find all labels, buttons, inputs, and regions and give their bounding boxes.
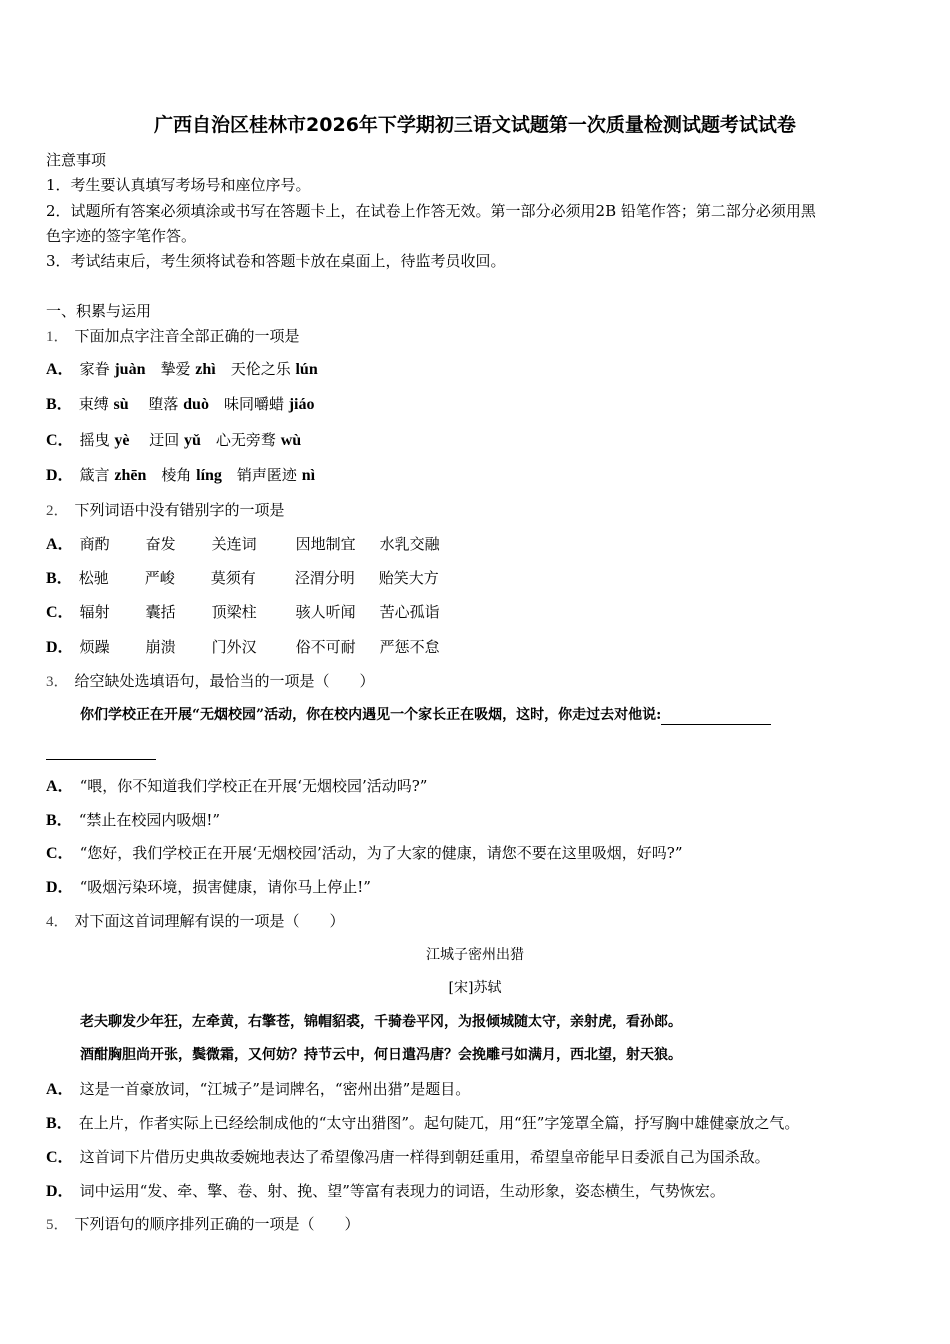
pinyin: jiáo	[288, 396, 315, 413]
word: 味同嚼蜡	[208, 395, 289, 413]
option[interactable]	[46, 465, 315, 486]
option-label: B．	[46, 1115, 73, 1132]
word: 泾渭分明	[294, 569, 355, 587]
word: 奋发	[145, 535, 176, 553]
option-text: 在上片，作者实际上已经绘制成他的“太守出猎图”。起句陡兀，用“狂”字笼罩全篇，抒写胸中雄健豪放之气。	[78, 1114, 800, 1132]
word: 棱角	[146, 466, 197, 484]
option-label: B．	[46, 812, 73, 829]
word: 严惩不怠	[379, 638, 440, 656]
option-text: 这是一首豪放词，“江城子”是词牌名，“密州出猎”是题目。	[79, 1080, 471, 1098]
notice-item: 色字迹的签字笔作答。	[46, 227, 197, 245]
word: 贻笑大方	[378, 569, 439, 587]
option-text: “禁止在校园内吸烟!”	[78, 811, 221, 829]
answer-blank	[661, 724, 771, 725]
option-label: A．	[46, 361, 74, 378]
word: 束缚	[78, 395, 114, 413]
notice-item: 1．考生要认真填写考场号和座位序号。	[46, 176, 311, 194]
section-heading: 一、积累与运用	[46, 302, 152, 320]
option[interactable]	[46, 534, 460, 555]
option-label: B．	[46, 396, 73, 413]
option[interactable]	[46, 430, 301, 451]
pinyin: juàn	[114, 361, 146, 378]
option-label: D．	[46, 1183, 74, 1200]
word: 骇人听闻	[295, 603, 356, 621]
word: 销声匿迹	[221, 466, 302, 484]
question-stem: 下面加点字注音全部正确的一项是	[74, 327, 300, 345]
word: 迂回	[129, 431, 184, 449]
word: 崩溃	[145, 638, 176, 656]
word: 摇曳	[79, 431, 115, 449]
option[interactable]	[46, 568, 459, 589]
option[interactable]	[46, 359, 318, 380]
pinyin: líng	[196, 467, 222, 484]
pinyin: yè	[114, 432, 130, 449]
word: 关连词	[211, 535, 257, 553]
question-number: 2．	[46, 503, 69, 519]
page-title: 广西自治区桂林市2026年下学期初三语文试题第一次质量检测试题考试试卷	[154, 114, 796, 136]
word: 严峻	[144, 569, 175, 587]
pinyin: wù	[280, 432, 302, 449]
word: 莫须有	[210, 569, 256, 587]
question-stem: 给空缺处选填语句，最恰当的一项是（ ）	[74, 672, 375, 690]
word: 心无旁骛	[200, 431, 281, 449]
question-2	[46, 500, 285, 521]
option[interactable]	[46, 810, 220, 831]
notice-item: 2．试题所有答案必须填涂或书写在答题卡上，在试卷上作答无效。第一部分必须用2B 铅笔作答；第二部分必须用黑	[46, 202, 816, 220]
option-label: C．	[46, 845, 74, 862]
question-1	[46, 326, 300, 347]
option-text: “吸烟污染环境，损害健康，请你马上停止!”	[79, 878, 371, 896]
pinyin: zhì	[195, 361, 216, 378]
option[interactable]	[46, 1147, 770, 1168]
question-number: 5．	[46, 1217, 69, 1233]
option[interactable]	[46, 394, 315, 415]
poem-line: 老夫聊发少年狂，左牵黄，右擎苍，锦帽貂裘，千骑卷平冈，为报倾城随太守，亲射虎，看孙郎。	[80, 1014, 682, 1030]
word: 松驰	[78, 569, 109, 587]
question-stem: 下列语句的顺序排列正确的一项是（ ）	[74, 1215, 360, 1233]
notice-heading: 注意事项	[46, 151, 107, 169]
question-number: 4．	[46, 914, 69, 930]
poem-author: [宋]苏轼	[448, 980, 502, 996]
question-5	[46, 1214, 360, 1235]
word: 箴言	[79, 466, 115, 484]
option[interactable]	[46, 1113, 799, 1134]
option-label: D．	[46, 467, 74, 484]
pinyin: zhēn	[114, 467, 147, 484]
word: 摯爱	[145, 360, 196, 378]
poem-line: 酒酣胸胆尚开张，鬓微霜，又何妨？持节云中，何日遣冯唐？会挽雕弓如满月，西北望，射天狼。	[80, 1047, 682, 1063]
question-stem: 下列词语中没有错别字的一项是	[74, 501, 285, 519]
option-text: “您好，我们学校正在开展‘无烟校园’活动，为了大家的健康，请您不要在这里吸烟，好吗?”	[79, 844, 683, 862]
passage	[80, 705, 771, 725]
option-label: A．	[46, 536, 74, 553]
notice-item: 3．考试结束后，考生须将试卷和答题卡放在桌面上，待监考员收回。	[46, 252, 506, 270]
word: 辐射	[79, 603, 110, 621]
option-label: C．	[46, 432, 74, 449]
question-number: 3．	[46, 674, 69, 690]
option[interactable]	[46, 637, 460, 658]
option-label: D．	[46, 879, 74, 896]
option-label: A．	[46, 778, 74, 795]
option-text: 词中运用“发、牵、擎、卷、射、挽、望”等富有表现力的词语，生动形象，姿态横生，气势恢宏。	[79, 1182, 725, 1200]
word: 商酌	[79, 535, 110, 553]
pinyin: sù	[113, 396, 129, 413]
option-label: D．	[46, 639, 74, 656]
passage-text: 你们学校正在开展“无烟校园”活动，你在校内遇见一个家长正在吸烟，这时，你走过去对他说:	[80, 707, 662, 723]
pinyin: duò	[183, 396, 209, 413]
question-3	[46, 671, 375, 692]
word: 俗不可耐	[295, 638, 356, 656]
option-label: C．	[46, 1149, 74, 1166]
word: 囊括	[145, 603, 176, 621]
question-4	[46, 911, 345, 932]
pinyin: yǔ	[184, 432, 201, 449]
option[interactable]	[46, 602, 460, 623]
option[interactable]	[46, 877, 371, 898]
word: 苦心孤诣	[379, 603, 440, 621]
word: 堕落	[128, 395, 184, 413]
option[interactable]	[46, 1079, 470, 1100]
question-number: 1．	[46, 329, 69, 345]
pinyin: lún	[295, 361, 318, 378]
option-label: B．	[46, 570, 73, 587]
option-text: “喂，你不知道我们学校正在开展‘无烟校园’活动吗?”	[79, 777, 428, 795]
poem-title: 江城子密州出猎	[426, 947, 524, 963]
option-text: 这首词下片借历史典故委婉地表达了希望像冯唐一样得到朝廷重用，希望皇帝能早日委派自己为国杀敌。	[79, 1148, 770, 1166]
question-stem: 对下面这首词理解有误的一项是（ ）	[74, 912, 345, 930]
word: 因地制宜	[295, 535, 356, 553]
word: 天伦之乐	[215, 360, 296, 378]
option[interactable]	[46, 843, 682, 864]
word: 门外汉	[211, 638, 257, 656]
word: 顶梁柱	[211, 603, 257, 621]
pinyin: nì	[301, 467, 316, 484]
answer-blank	[46, 745, 156, 760]
word: 家眷	[79, 360, 115, 378]
option[interactable]	[46, 776, 427, 797]
option-label: A．	[46, 1081, 74, 1098]
word: 水乳交融	[379, 535, 440, 553]
option[interactable]	[46, 1181, 725, 1202]
word: 烦躁	[79, 638, 110, 656]
option-label: C．	[46, 604, 74, 621]
